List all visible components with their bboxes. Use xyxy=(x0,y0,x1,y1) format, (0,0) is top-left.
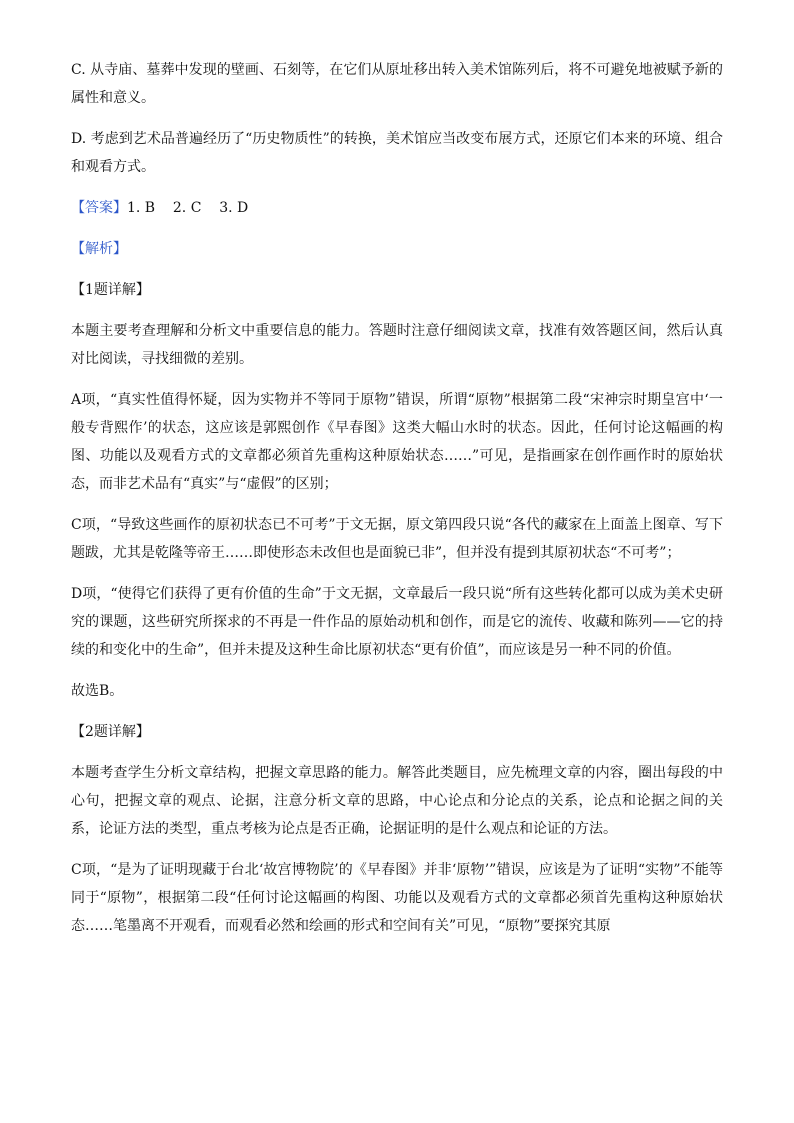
q2-intro: 本题考查学生分析文章结构，把握文章思路的能力。解答此类题目，应先梳理文章的内容，圈出每段的中心句，把握文章的观点、论据，注意分析文章的思路，中心论点和分论点的关系，论点和论据之间的关系，论证方法的类型，重点考核为论点是否正确，论据证明的是什么观点和论证的方法。 xyxy=(71,765,723,837)
answer-line xyxy=(71,194,723,222)
q1-option-c: C项，“导致这些画作的原初状态已不可考”于文无据，原文第四段只说“各代的藏家在上面盖上图章、写下题跋，尤其是乾隆等帝王……即使形态未改但也是面貌已非”，但并没有提到其原初状态“不可考”； xyxy=(71,517,723,561)
document-page xyxy=(71,56,723,940)
q1-intro: 本题主要考查理解和分析文中重要信息的能力。答题时注意仔细阅读文章，找准有效答题区间，然后认真对比阅读，寻找细微的差别。 xyxy=(71,323,723,367)
analysis-heading: 【解析】 xyxy=(71,241,127,257)
option-d: D. 考虑到艺术品普遍经历了“历史物质性”的转换，美术馆应当改变布展方式，还原它们本来的环境、组合和观看方式。 xyxy=(71,131,723,175)
q2-option-c: C项，“是为了证明现藏于台北‘故宫博物院’的《早春图》并非‘原物’”错误，应该是为了证明“实物”不能等同于“原物”，根据第二段“任何讨论这幅画的构图、功能以及观看方式的文章都必须首先重构这种原始状态……笔墨离不开观看，而观看必然和绘画的形式和空间有关”可见，“原物”要探究其原 xyxy=(71,862,723,934)
q1-conclusion: 故选B。 xyxy=(71,683,124,699)
q1-option-a: A项，“真实性值得怀疑，因为实物并不等同于原物”错误，所谓“原物”根据第二段“宋神宗时期皇宫中‘一般专背熙作’的状态，这应该是郭熙创作《早春图》这类大幅山水时的状态。因此，任何讨论这幅画的构图、功能以及观看方式的文章都必须首先重构这种原始状态……”可见，是指画家在创作画作时的原始状态，而非艺术品有“真实”与“虚假”的区别； xyxy=(71,392,723,492)
answer-tag: 【答案】 xyxy=(71,200,127,216)
q1-option-d: D项，“使得它们获得了更有价值的生命”于文无据，文章最后一段只说“所有这些转化都可以成为美术史研究的课题，这些研究所探求的不再是一件作品的原始动机和创作，而是它的流传、收藏和陈列——它的持续的和变化中的生命”，但并未提及这种生命比原初状态“更有价值”，而应该是另一种不同的价值。 xyxy=(71,586,723,658)
q1-heading: 【1题详解】 xyxy=(71,282,150,298)
option-c: C. 从寺庙、墓葬中发现的壁画、石刻等，在它们从原址移出转入美术馆陈列后，将不可避免地被赋予新的属性和意义。 xyxy=(71,62,723,106)
q2-heading: 【2题详解】 xyxy=(71,724,150,740)
answer-values: 1. B 2. C 3. D xyxy=(127,200,249,216)
